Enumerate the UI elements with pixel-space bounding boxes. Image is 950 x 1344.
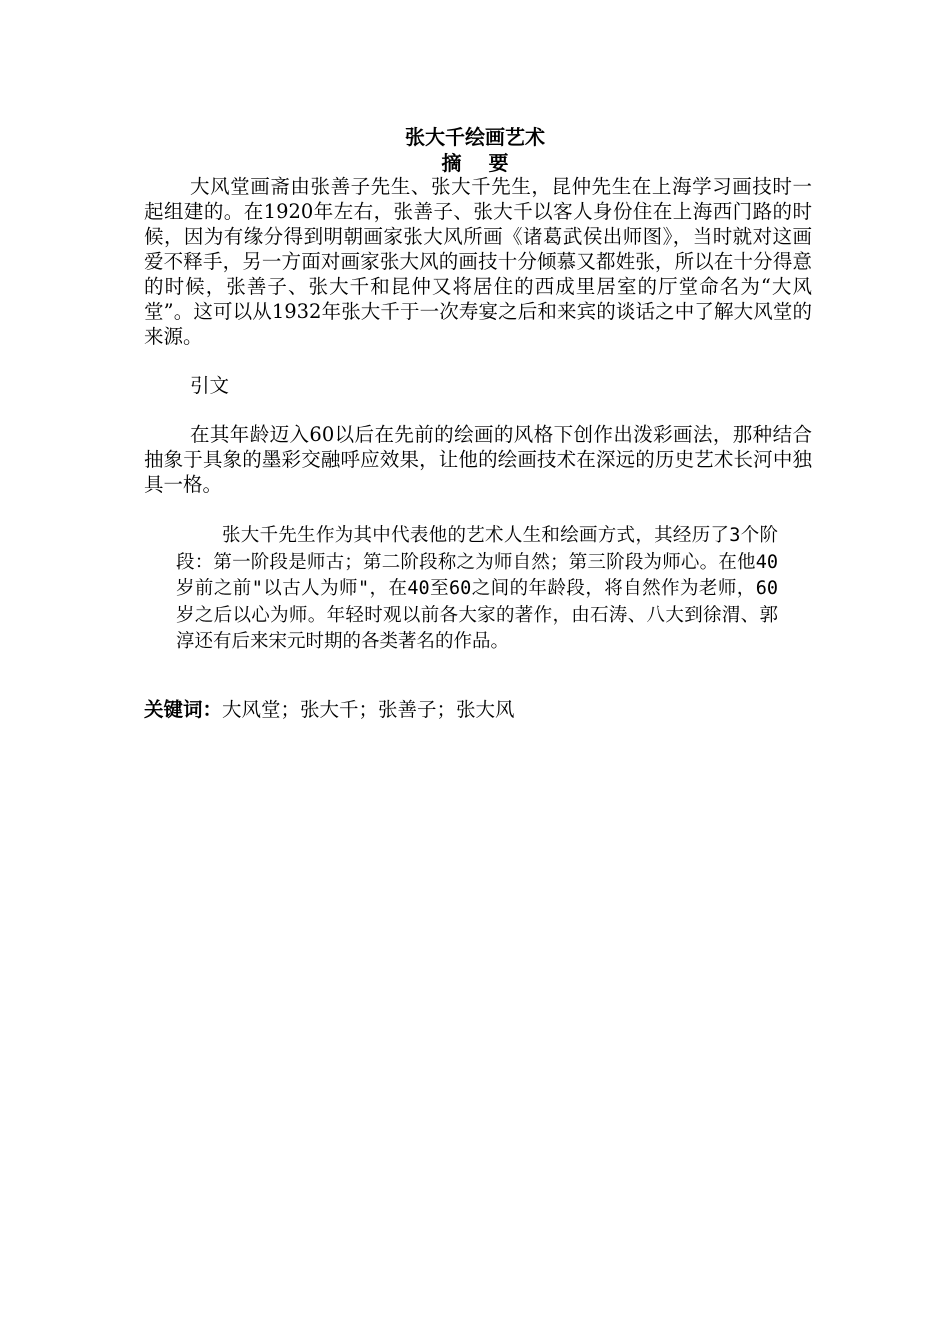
- document-title: 张大千绘画艺术: [405, 125, 545, 149]
- keywords-label: 关键词：: [144, 698, 223, 721]
- keywords-line: [144, 697, 812, 723]
- intro-label: 引文: [190, 374, 230, 397]
- keywords-value: 大风堂；张大千；张善子；张大风: [222, 698, 515, 721]
- quote-paragraph: 张大千先生作为其中代表他的艺术人生和绘画方式，其经历了3个阶段：第一阶段是师古；第二阶段称之为师自然；第三阶段为师心。在他40岁前之前"以古人为师"，在40至60之间的年龄段，将自然作为老师，60岁之后以心为师。年轻时观以前各大家的著作，由石涛、八大到徐渭、郭淳还有后来宋元时期的各类著名的作品。: [176, 525, 778, 652]
- abstract-paragraph: 大风堂画斋由张善子先生、张大千先生，昆仲先生在上海学习画技时一起组建的。在1920年左右，张善子、张大千以客人身份住在上海西门路的时候，因为有缘分得到明朝画家张大风所画《诸葛武侯出师图》，当时就对这画爱不释手，另一方面对画家张大风的画技十分倾慕又都姓张，所以在十分得意的时候，张善子、张大千和昆仲又将居住的西成里居室的厅堂命名为“大风堂”。这可以从1932年张大千于一次寿宴之后和来宾的谈话之中了解大风堂的来源。: [144, 175, 812, 348]
- abstract-heading: 摘 要: [441, 151, 519, 175]
- intro-paragraph: 在其年龄迈入60以后在先前的绘画的风格下创作出泼彩画法，那种结合抽象于具象的墨彩交融呼应效果，让他的绘画技术在深远的历史艺术长河中独具一格。: [144, 423, 812, 496]
